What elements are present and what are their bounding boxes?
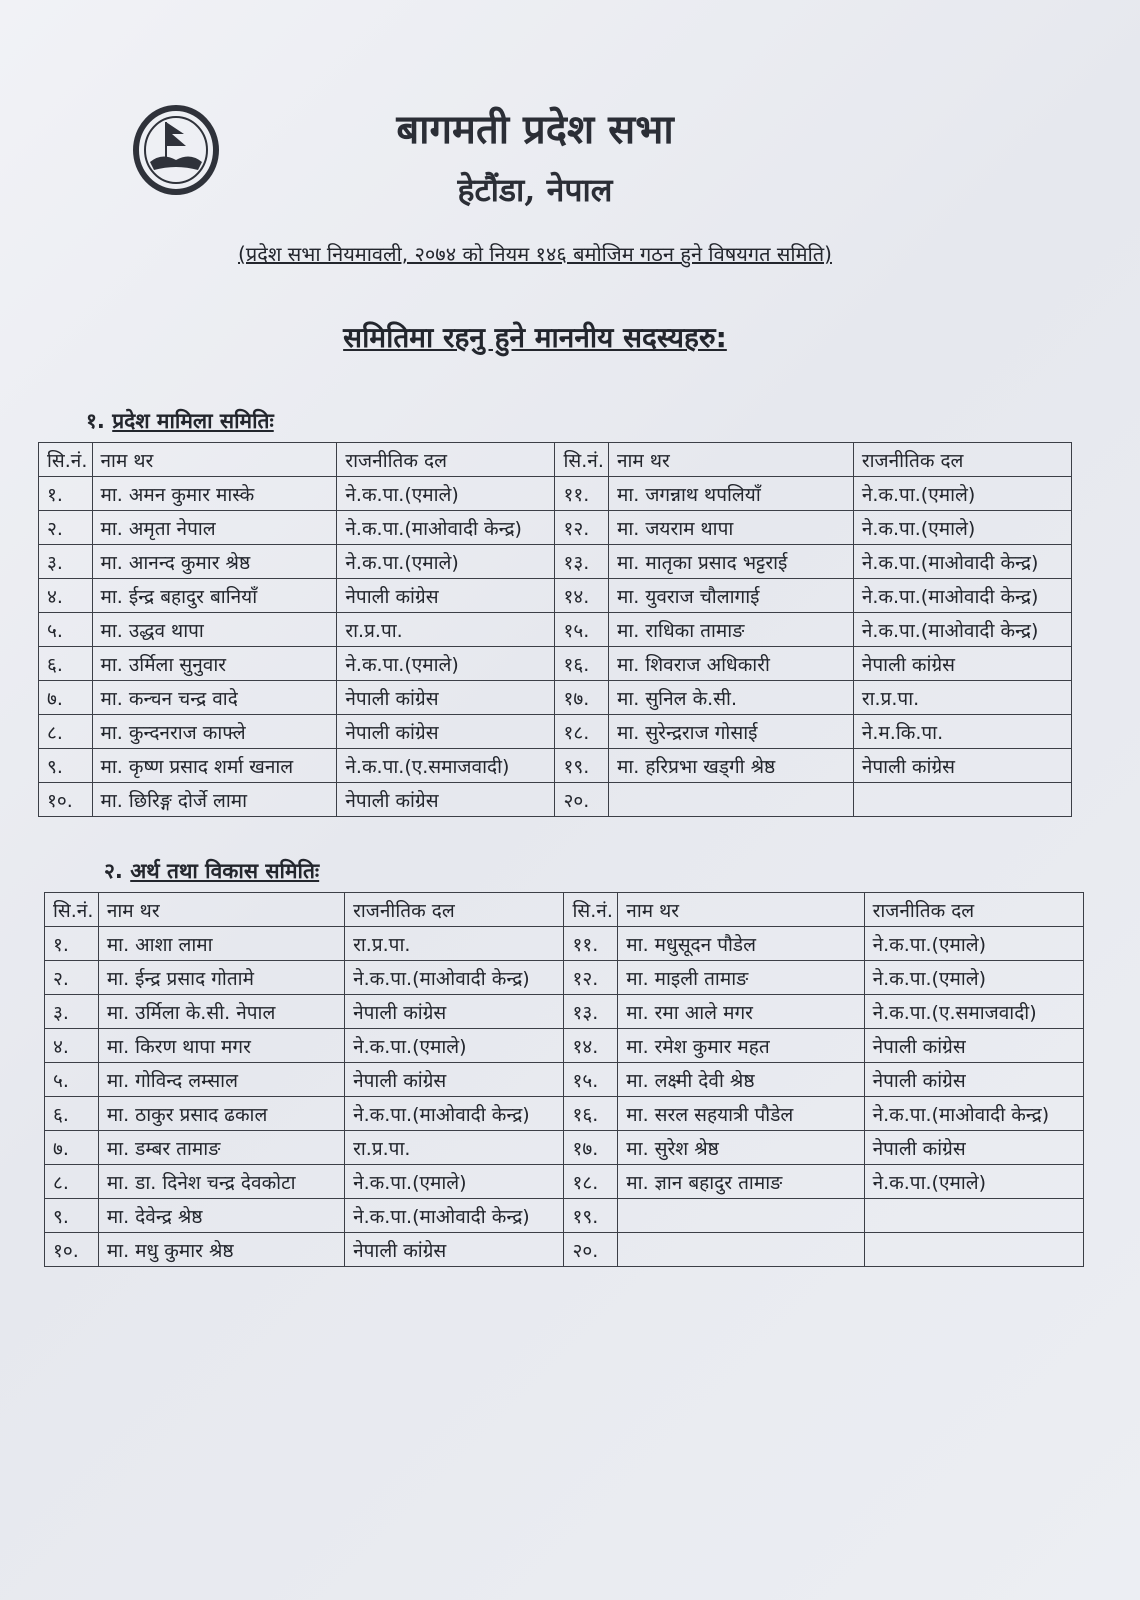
committee-2-title bbox=[104, 857, 319, 885]
party-name: ने.क.पा.(एमाले) bbox=[337, 477, 555, 511]
committee-number: १. bbox=[86, 409, 105, 433]
party-name bbox=[864, 1233, 1083, 1267]
party-name: ने.क.पा.(एमाले) bbox=[337, 647, 555, 681]
serial-number: ४. bbox=[45, 1029, 99, 1063]
party-name: ने.क.पा.(माओवादी केन्द्र) bbox=[853, 579, 1071, 613]
member-name: मा. अमृता नेपाल bbox=[92, 511, 337, 545]
member-name: मा. आशा लामा bbox=[98, 927, 344, 961]
serial-number: १४. bbox=[555, 579, 609, 613]
table-header-row bbox=[45, 893, 1084, 927]
column-header-sn: सि.नं. bbox=[39, 443, 93, 477]
column-header-sn: सि.नं. bbox=[564, 893, 618, 927]
party-name: ने.क.पा.(माओवादी केन्द्र) bbox=[345, 961, 564, 995]
member-name: मा. उर्मिला सुनुवार bbox=[92, 647, 337, 681]
serial-number: १३. bbox=[555, 545, 609, 579]
serial-number: २०. bbox=[555, 783, 609, 817]
serial-number: २०. bbox=[564, 1233, 618, 1267]
member-name: मा. सुनिल के.सी. bbox=[608, 681, 853, 715]
party-name: ने.क.पा.(ए.समाजवादी) bbox=[337, 749, 555, 783]
committee-1-table bbox=[38, 442, 1072, 817]
party-name: ने.क.पा.(एमाले) bbox=[864, 1165, 1083, 1199]
party-name: नेपाली कांग्रेस bbox=[853, 749, 1071, 783]
table-header-row bbox=[39, 443, 1072, 477]
party-name bbox=[864, 1199, 1083, 1233]
table-row bbox=[45, 1063, 1084, 1097]
committee-1-title bbox=[86, 407, 274, 435]
member-name: मा. हरिप्रभा खड्गी श्रेष्ठ bbox=[608, 749, 853, 783]
table-row bbox=[45, 995, 1084, 1029]
member-name: मा. राधिका तामाङ bbox=[608, 613, 853, 647]
column-header-party: राजनीतिक दल bbox=[864, 893, 1083, 927]
serial-number: १. bbox=[45, 927, 99, 961]
committee-name: प्रदेश मामिला समितिः bbox=[112, 409, 274, 433]
party-name: नेपाली कांग्रेस bbox=[853, 647, 1071, 681]
party-name: ने.क.पा.(एमाले) bbox=[864, 961, 1083, 995]
member-name: मा. जयराम थापा bbox=[608, 511, 853, 545]
party-name: ने.क.पा.(माओवादी केन्द्र) bbox=[337, 511, 555, 545]
party-name bbox=[853, 783, 1071, 817]
table-row bbox=[39, 477, 1072, 511]
member-name: मा. मधु कुमार श्रेष्ठ bbox=[98, 1233, 344, 1267]
serial-number: १०. bbox=[39, 783, 93, 817]
table-row bbox=[45, 1097, 1084, 1131]
party-name: ने.म.कि.पा. bbox=[853, 715, 1071, 749]
member-name: मा. सुरेन्द्रराज गोसाई bbox=[608, 715, 853, 749]
committee-number: २. bbox=[104, 859, 123, 883]
serial-number: २. bbox=[39, 511, 93, 545]
serial-number: १८. bbox=[555, 715, 609, 749]
party-name: ने.क.पा.(ए.समाजवादी) bbox=[864, 995, 1083, 1029]
party-name: नेपाली कांग्रेस bbox=[337, 783, 555, 817]
party-name: ने.क.पा.(माओवादी केन्द्र) bbox=[864, 1097, 1083, 1131]
member-name: मा. सरल सहयात्री पौडेल bbox=[618, 1097, 864, 1131]
serial-number: १६. bbox=[555, 647, 609, 681]
member-name: मा. लक्ष्मी देवी श्रेष्ठ bbox=[618, 1063, 864, 1097]
member-name: मा. सुरेश श्रेष्ठ bbox=[618, 1131, 864, 1165]
table-row bbox=[39, 545, 1072, 579]
member-name bbox=[608, 783, 853, 817]
serial-number: ५. bbox=[39, 613, 93, 647]
member-name: मा. उर्मिला के.सी. नेपाल bbox=[98, 995, 344, 1029]
serial-number: ९. bbox=[45, 1199, 99, 1233]
serial-number: ६. bbox=[39, 647, 93, 681]
party-name: ने.क.पा.(एमाले) bbox=[337, 545, 555, 579]
member-name: मा. रमेश कुमार महत bbox=[618, 1029, 864, 1063]
serial-number: ६. bbox=[45, 1097, 99, 1131]
table-row bbox=[39, 749, 1072, 783]
member-name: मा. माइली तामाङ bbox=[618, 961, 864, 995]
serial-number: १४. bbox=[564, 1029, 618, 1063]
table-row bbox=[45, 1029, 1084, 1063]
member-name: मा. मातृका प्रसाद भट्टराई bbox=[608, 545, 853, 579]
column-header-party: राजनीतिक दल bbox=[345, 893, 564, 927]
member-name bbox=[618, 1233, 864, 1267]
member-name: मा. उद्धव थापा bbox=[92, 613, 337, 647]
table-row bbox=[45, 1233, 1084, 1267]
table-row bbox=[39, 613, 1072, 647]
member-name: मा. कन्चन चन्द्र वादे bbox=[92, 681, 337, 715]
member-name: मा. डम्बर तामाङ bbox=[98, 1131, 344, 1165]
members-heading: समितिमा रहनु हुने माननीय सदस्यहरु: bbox=[343, 321, 727, 354]
member-name: मा. ईन्द्र प्रसाद गोतामे bbox=[98, 961, 344, 995]
member-name: मा. शिवराज अधिकारी bbox=[608, 647, 853, 681]
party-name: रा.प्र.पा. bbox=[337, 613, 555, 647]
member-name: मा. ज्ञान बहादुर तामाङ bbox=[618, 1165, 864, 1199]
party-name: ने.क.पा.(माओवादी केन्द्र) bbox=[853, 613, 1071, 647]
party-name: नेपाली कांग्रेस bbox=[864, 1029, 1083, 1063]
member-name: मा. डा. दिनेश चन्द्र देवकोटा bbox=[98, 1165, 344, 1199]
member-name: मा. मधुसूदन पौडेल bbox=[618, 927, 864, 961]
serial-number: ५. bbox=[45, 1063, 99, 1097]
serial-number: १९. bbox=[555, 749, 609, 783]
assembly-name: बागमती प्रदेश सभा bbox=[396, 106, 674, 153]
column-header-name: नाम थर bbox=[618, 893, 864, 927]
member-name: मा. कुन्दनराज काफ्ले bbox=[92, 715, 337, 749]
serial-number: ११. bbox=[555, 477, 609, 511]
party-name: नेपाली कांग्रेस bbox=[337, 579, 555, 613]
column-header-party: राजनीतिक दल bbox=[853, 443, 1071, 477]
member-name: मा. देवेन्द्र श्रेष्ठ bbox=[98, 1199, 344, 1233]
member-name: मा. रमा आले मगर bbox=[618, 995, 864, 1029]
party-name: ने.क.पा.(एमाले) bbox=[853, 511, 1071, 545]
member-name: मा. ईन्द्र बहादुर बानियाँ bbox=[92, 579, 337, 613]
member-name: मा. ठाकुर प्रसाद ढकाल bbox=[98, 1097, 344, 1131]
column-header-name: नाम थर bbox=[98, 893, 344, 927]
party-name: ने.क.पा.(एमाले) bbox=[345, 1029, 564, 1063]
table-row bbox=[45, 927, 1084, 961]
column-header-name: नाम थर bbox=[92, 443, 337, 477]
table-row bbox=[45, 1199, 1084, 1233]
serial-number: ९. bbox=[39, 749, 93, 783]
party-name: ने.क.पा.(माओवादी केन्द्र) bbox=[345, 1199, 564, 1233]
member-name: मा. अमन कुमार मास्के bbox=[92, 477, 337, 511]
member-name: मा. गोविन्द लम्साल bbox=[98, 1063, 344, 1097]
column-header-name: नाम थर bbox=[608, 443, 853, 477]
member-name: मा. कृष्ण प्रसाद शर्मा खनाल bbox=[92, 749, 337, 783]
party-name: नेपाली कांग्रेस bbox=[337, 715, 555, 749]
serial-number: १२. bbox=[555, 511, 609, 545]
party-name: ने.क.पा.(एमाले) bbox=[345, 1165, 564, 1199]
rule-reference: (प्रदेश सभा नियमावली, २०७४ को नियम १४६ बमोजिम गठन हुने विषयगत समिति) bbox=[238, 242, 832, 266]
member-name: मा. किरण थापा मगर bbox=[98, 1029, 344, 1063]
committee-name: अर्थ तथा विकास समितिः bbox=[130, 859, 320, 883]
location: हेटौंडा, नेपाल bbox=[457, 171, 613, 209]
serial-number: १७. bbox=[555, 681, 609, 715]
serial-number: १७. bbox=[564, 1131, 618, 1165]
serial-number: ७. bbox=[39, 681, 93, 715]
table-row bbox=[39, 579, 1072, 613]
serial-number: १२. bbox=[564, 961, 618, 995]
serial-number: १५. bbox=[555, 613, 609, 647]
committee-2-table bbox=[44, 892, 1084, 1267]
serial-number: ३. bbox=[45, 995, 99, 1029]
serial-number: १०. bbox=[45, 1233, 99, 1267]
table-row bbox=[45, 1131, 1084, 1165]
party-name: नेपाली कांग्रेस bbox=[345, 1063, 564, 1097]
member-name: मा. छिरिङ्ग दोर्जे लामा bbox=[92, 783, 337, 817]
column-header-party: राजनीतिक दल bbox=[337, 443, 555, 477]
table-row bbox=[39, 681, 1072, 715]
member-name: मा. युवराज चौलागाई bbox=[608, 579, 853, 613]
serial-number: १६. bbox=[564, 1097, 618, 1131]
serial-number: ३. bbox=[39, 545, 93, 579]
member-name bbox=[618, 1199, 864, 1233]
column-header-sn: सि.नं. bbox=[45, 893, 99, 927]
table-row bbox=[39, 511, 1072, 545]
party-name: ने.क.पा.(माओवादी केन्द्र) bbox=[853, 545, 1071, 579]
serial-number: २. bbox=[45, 961, 99, 995]
table-row bbox=[39, 715, 1072, 749]
serial-number: ८. bbox=[39, 715, 93, 749]
table-row bbox=[39, 783, 1072, 817]
party-name: रा.प्र.पा. bbox=[853, 681, 1071, 715]
serial-number: १३. bbox=[564, 995, 618, 1029]
party-name: नेपाली कांग्रेस bbox=[864, 1063, 1083, 1097]
serial-number: १८. bbox=[564, 1165, 618, 1199]
serial-number: ४. bbox=[39, 579, 93, 613]
party-name: ने.क.पा.(एमाले) bbox=[864, 927, 1083, 961]
serial-number: १. bbox=[39, 477, 93, 511]
party-name: ने.क.पा.(एमाले) bbox=[853, 477, 1071, 511]
party-name: नेपाली कांग्रेस bbox=[345, 1233, 564, 1267]
serial-number: १९. bbox=[564, 1199, 618, 1233]
serial-number: ११. bbox=[564, 927, 618, 961]
party-name: नेपाली कांग्रेस bbox=[337, 681, 555, 715]
party-name: रा.प्र.पा. bbox=[345, 1131, 564, 1165]
serial-number: १५. bbox=[564, 1063, 618, 1097]
party-name: रा.प्र.पा. bbox=[345, 927, 564, 961]
party-name: नेपाली कांग्रेस bbox=[864, 1131, 1083, 1165]
party-name: नेपाली कांग्रेस bbox=[345, 995, 564, 1029]
serial-number: ८. bbox=[45, 1165, 99, 1199]
party-name: ने.क.पा.(माओवादी केन्द्र) bbox=[345, 1097, 564, 1131]
serial-number: ७. bbox=[45, 1131, 99, 1165]
table-row bbox=[39, 647, 1072, 681]
table-row bbox=[45, 1165, 1084, 1199]
table-row bbox=[45, 961, 1084, 995]
column-header-sn: सि.नं. bbox=[555, 443, 609, 477]
member-name: मा. आनन्द कुमार श्रेष्ठ bbox=[92, 545, 337, 579]
member-name: मा. जगन्नाथ थपलियाँ bbox=[608, 477, 853, 511]
